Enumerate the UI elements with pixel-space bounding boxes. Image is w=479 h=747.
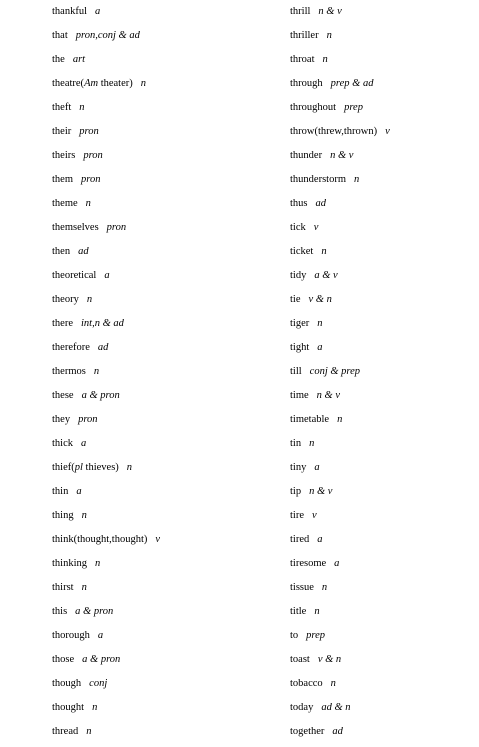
entry-word: throat [290, 54, 315, 65]
entry-part-of-speech: a [81, 438, 87, 449]
entry-part-of-speech: pron [81, 174, 101, 185]
word-entry [52, 507, 282, 531]
entry-part-of-speech: n [309, 438, 315, 449]
entry-word: thing [52, 510, 74, 521]
word-entry [290, 27, 475, 51]
word-entry [52, 75, 282, 99]
word-entry [290, 603, 475, 627]
entry-part-of-speech: v [155, 534, 161, 545]
word-entry [290, 483, 475, 507]
entry-word: thorough [52, 630, 90, 641]
entry-part-of-speech: n [140, 78, 146, 89]
word-entry [290, 507, 475, 531]
word-entry [290, 291, 475, 315]
entry-word: theft [52, 102, 72, 113]
word-entry [290, 627, 475, 651]
entry-part-of-speech: ad [315, 198, 327, 209]
entry-part-of-speech: n [326, 30, 332, 41]
entry-word: thankful [52, 6, 87, 17]
entry-part-of-speech: v [385, 126, 390, 137]
word-entry [52, 363, 282, 387]
word-entry [52, 243, 282, 267]
entry-word: toast [290, 654, 310, 665]
entry-word: this [52, 606, 68, 617]
entry-part-of-speech: pron [106, 222, 127, 233]
entry-word: think(thought,thought) [52, 534, 148, 545]
entry-part-of-speech: n [321, 582, 328, 593]
entry-word: thermos [52, 366, 86, 377]
word-entry [52, 123, 282, 147]
word-entry [290, 75, 475, 99]
entry-part-of-speech: n [321, 246, 327, 257]
entry-word: the [52, 54, 65, 65]
entry-part-of-speech: n [81, 510, 87, 521]
word-entry [52, 315, 282, 339]
entry-word: thunderstorm [290, 174, 346, 185]
entry-word: together [290, 726, 325, 737]
word-entry [290, 51, 475, 75]
entry-part-of-speech: n [81, 582, 87, 593]
word-entry [290, 555, 475, 579]
word-entry [52, 555, 282, 579]
word-entry [290, 123, 475, 147]
entry-word: theme [52, 198, 78, 209]
entry-part-of-speech: n & v [316, 390, 340, 401]
entry-part-of-speech: a [104, 270, 110, 281]
word-entry [52, 99, 282, 123]
entry-word-part: thieves) [82, 462, 119, 473]
entry-part-of-speech: n [354, 174, 360, 185]
entry-word: thirst [52, 582, 74, 593]
entry-part-of-speech: conj & prep [309, 366, 361, 377]
left-word-column [52, 3, 282, 747]
word-entry [52, 651, 282, 675]
entry-word [52, 462, 119, 473]
word-entry [52, 219, 282, 243]
entry-word: tiger [290, 318, 310, 329]
entry-part-of-speech: n [337, 414, 343, 425]
entry-word: till [290, 366, 302, 377]
entry-part-of-speech: n [86, 294, 93, 305]
word-entry [52, 171, 282, 195]
entry-part-of-speech: n [92, 702, 98, 713]
entry-word: tip [290, 486, 302, 497]
word-entry [52, 723, 282, 747]
entry-part-of-speech: v [313, 222, 319, 233]
entry-word-part: theatre( [52, 78, 85, 89]
word-entry [52, 579, 282, 603]
entry-word: these [52, 390, 74, 401]
word-entry [52, 291, 282, 315]
word-entry [290, 171, 475, 195]
entry-part-of-speech: a [76, 486, 82, 497]
entry-word: through [290, 78, 323, 89]
entry-part-of-speech: ad [78, 246, 89, 257]
word-entry [52, 3, 282, 27]
entry-word: title [290, 606, 307, 617]
entry-part-of-speech: n [317, 318, 323, 329]
entry-word: then [52, 246, 71, 257]
entry-word: tight [290, 342, 310, 353]
word-entry [52, 627, 282, 651]
entry-word: tire [290, 510, 304, 521]
entry-word: themselves [52, 222, 99, 233]
right-word-column [290, 3, 475, 747]
word-entry [52, 459, 282, 483]
word-entry [290, 363, 475, 387]
entry-part-of-speech: pron,conj & ad [75, 30, 140, 41]
entry-part-of-speech: a & pron [81, 390, 120, 401]
entry-part-of-speech: v & n [317, 654, 342, 665]
word-entry [290, 195, 475, 219]
entry-part-of-speech: n [85, 198, 91, 209]
entry-part-of-speech: n [322, 54, 328, 65]
word-entry [290, 531, 475, 555]
entry-word: tidy [290, 270, 307, 281]
entry-part-of-speech: pron [79, 126, 99, 137]
entry-word: there [52, 318, 73, 329]
entry-word: tin [290, 438, 302, 449]
entry-word: throw(threw,thrown) [290, 126, 378, 137]
entry-word: thus [290, 198, 308, 209]
entry-part-of-speech: ad [97, 342, 109, 353]
entry-word: thread [52, 726, 79, 737]
entry-part-of-speech: pron [83, 150, 103, 161]
word-entry [290, 243, 475, 267]
word-entry [290, 651, 475, 675]
entry-part-of-speech: a & v [314, 270, 338, 281]
entry-word: thin [52, 486, 69, 497]
word-entry [52, 147, 282, 171]
word-entry [290, 315, 475, 339]
entry-word: thick [52, 438, 73, 449]
entry-word: though [52, 678, 82, 689]
word-entry [52, 27, 282, 51]
word-entry [52, 435, 282, 459]
entry-part-of-speech: prep [306, 630, 326, 641]
entry-word: to [290, 630, 299, 641]
word-entry [52, 411, 282, 435]
entry-part-of-speech: n & v [309, 486, 333, 497]
word-entry [290, 435, 475, 459]
entry-word-part: theater) [98, 78, 133, 89]
word-entry [290, 459, 475, 483]
entry-part-of-speech: int,n & ad [81, 318, 124, 329]
entry-part-of-speech: pron [78, 414, 98, 425]
entry-word-abbrev: Am [84, 78, 99, 89]
entry-part-of-speech: a & pron [82, 654, 121, 665]
entry-word: theirs [52, 150, 76, 161]
entry-word: theoretical [52, 270, 97, 281]
entry-part-of-speech: n [93, 366, 100, 377]
entry-word-abbrev: pl [74, 462, 83, 473]
entry-part-of-speech: n [314, 606, 320, 617]
entry-word: thunder [290, 150, 323, 161]
entry-part-of-speech: a [317, 342, 323, 353]
entry-word: tobacco [290, 678, 323, 689]
entry-word: today [290, 702, 314, 713]
entry-word: them [52, 174, 73, 185]
entry-word: they [52, 414, 71, 425]
word-entry [290, 339, 475, 363]
entry-word-part: thief( [52, 462, 75, 473]
entry-part-of-speech: prep & ad [330, 78, 374, 89]
entry-part-of-speech: art [72, 54, 86, 65]
entry-word: tiny [290, 462, 307, 473]
word-entry [52, 387, 282, 411]
entry-word: those [52, 654, 75, 665]
entry-word: thriller [290, 30, 319, 41]
entry-part-of-speech: a & pron [75, 606, 114, 617]
word-entry [290, 3, 475, 27]
entry-word: time [290, 390, 309, 401]
word-entry [290, 387, 475, 411]
word-entry [290, 579, 475, 603]
entry-part-of-speech: n & v [318, 6, 342, 17]
entry-part-of-speech: n [95, 558, 101, 569]
entry-word: tick [290, 222, 306, 233]
entry-part-of-speech: v [312, 510, 317, 521]
entry-part-of-speech: a [95, 6, 101, 17]
entry-word: throughout [290, 102, 337, 113]
entry-part-of-speech: n [79, 102, 85, 113]
word-entry [290, 411, 475, 435]
word-entry [290, 699, 475, 723]
word-entry [52, 675, 282, 699]
entry-word: ticket [290, 246, 314, 257]
entry-part-of-speech: v & n [308, 294, 332, 305]
entry-word: their [52, 126, 72, 137]
entry-part-of-speech: a [314, 462, 320, 473]
entry-part-of-speech: prep [344, 102, 363, 113]
entry-part-of-speech: ad & n [321, 702, 351, 713]
word-entry [52, 603, 282, 627]
entry-part-of-speech: n [330, 678, 336, 689]
word-entry [52, 531, 282, 555]
entry-word: tired [290, 534, 310, 545]
word-entry [52, 339, 282, 363]
entry-part-of-speech: n [126, 462, 133, 473]
word-entry [290, 219, 475, 243]
entry-part-of-speech: a [317, 534, 323, 545]
entry-word: timetable [290, 414, 330, 425]
entry-part-of-speech: conj [89, 678, 108, 689]
word-entry [52, 51, 282, 75]
entry-word: thought [52, 702, 85, 713]
entry-word: thrill [290, 6, 311, 17]
entry-part-of-speech: a [334, 558, 340, 569]
entry-part-of-speech: n & v [330, 150, 354, 161]
entry-word: tiresome [290, 558, 327, 569]
entry-word [52, 78, 133, 89]
word-entry [290, 675, 475, 699]
entry-part-of-speech: ad [332, 726, 343, 737]
word-entry [290, 147, 475, 171]
entry-word: tissue [290, 582, 314, 593]
entry-word: therefore [52, 342, 90, 353]
entry-word: that [52, 30, 68, 41]
entry-part-of-speech: a [97, 630, 104, 641]
word-entry [290, 723, 475, 747]
entry-part-of-speech: n [86, 726, 92, 737]
word-entry [290, 267, 475, 291]
word-entry [52, 195, 282, 219]
word-entry [52, 483, 282, 507]
entry-word: theory [52, 294, 79, 305]
word-entry [52, 699, 282, 723]
word-entry [290, 99, 475, 123]
entry-word: tie [290, 294, 301, 305]
word-entry [52, 267, 282, 291]
entry-word: thinking [52, 558, 88, 569]
